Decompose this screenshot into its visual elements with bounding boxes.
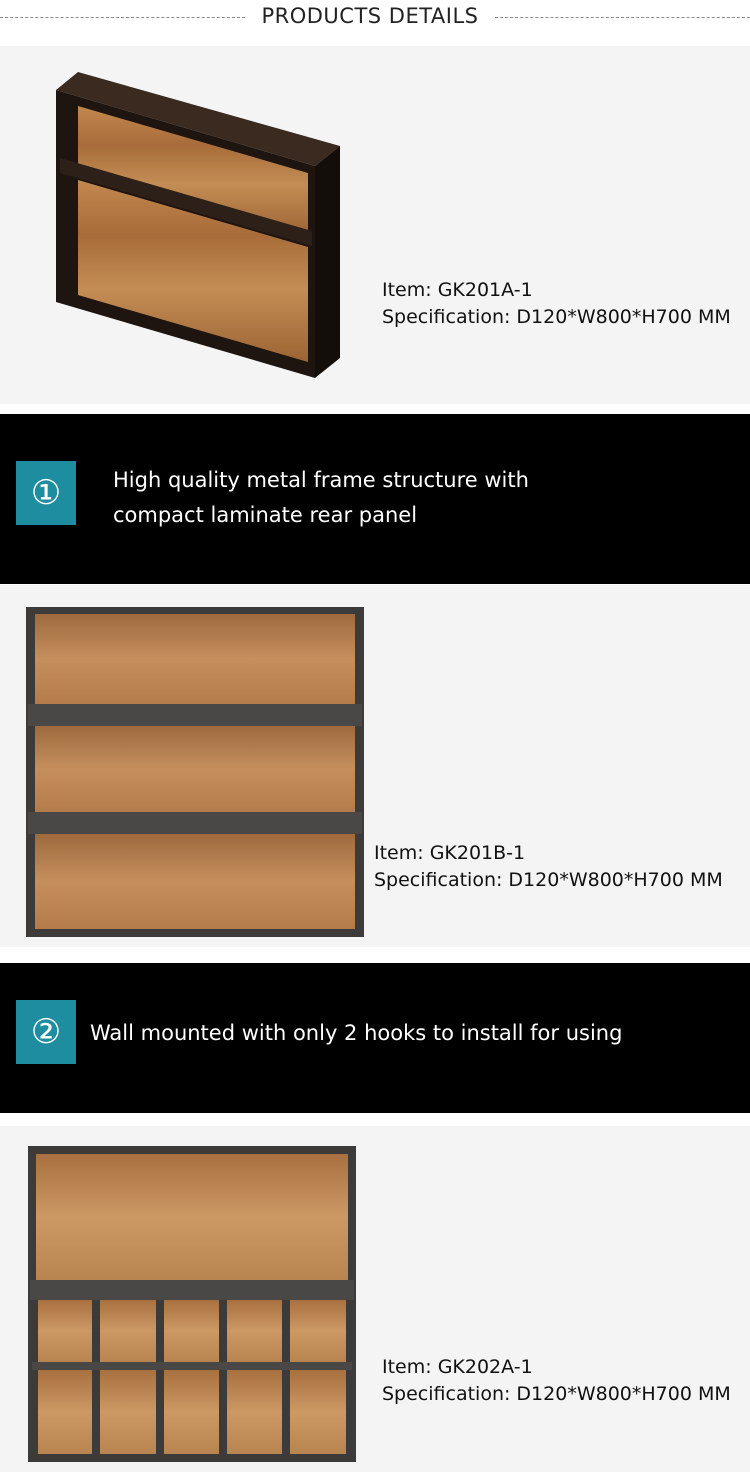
product-info <box>382 277 731 331</box>
header-divider-right <box>495 17 750 18</box>
product-image-gk201a <box>50 66 350 386</box>
feature-text: High quality metal frame structure with compact laminate rear panel <box>113 468 529 527</box>
item-spec: Specification: D120*W800*H700 MM <box>382 306 731 328</box>
feature-banner-2 <box>0 963 750 1113</box>
item-spec: Specification: D120*W800*H700 MM <box>374 869 723 891</box>
product-card-gk201b <box>0 585 750 947</box>
product-info <box>382 1354 731 1408</box>
page-title: PRODUCTS DETAILS <box>261 4 479 28</box>
header-divider-left <box>0 17 245 18</box>
feature-text: Wall mounted with only 2 hooks to install for using <box>90 1021 623 1045</box>
product-card-gk201a <box>0 46 750 404</box>
item-code: Item: GK202A-1 <box>382 1356 533 1378</box>
item-spec: Specification: D120*W800*H700 MM <box>382 1383 731 1405</box>
item-code: Item: GK201B-1 <box>374 842 526 864</box>
product-image-gk201b <box>26 607 364 937</box>
item-code: Item: GK201A-1 <box>382 279 533 301</box>
feature-banner-1 <box>0 414 750 584</box>
product-card-gk202a <box>0 1126 750 1472</box>
number-one-icon: ① <box>16 461 76 525</box>
number-two-icon: ② <box>16 1000 76 1064</box>
section-header <box>0 0 750 36</box>
product-image-gk202a <box>28 1146 356 1462</box>
product-info <box>374 840 723 894</box>
